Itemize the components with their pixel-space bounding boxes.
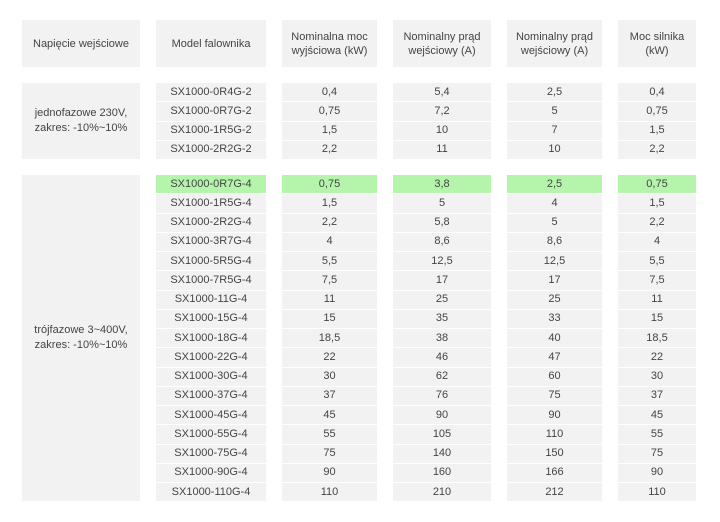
input-current-cell-2: 17 <box>507 271 602 289</box>
input-current-cell-2: 75 <box>507 387 602 405</box>
output-power-cell: 1,5 <box>282 122 377 140</box>
model-cell: SX1000-75G-4 <box>156 445 266 463</box>
input-current-cell-2: 5 <box>507 214 602 232</box>
input-current-cell-2: 10 <box>507 141 602 159</box>
input-current-cell-1: 38 <box>393 329 491 347</box>
model-cell: SX1000-3R7G-4 <box>156 233 266 251</box>
header-motor-power: Moc silnika (kW) <box>618 20 696 67</box>
input-current-cell-1: 90 <box>393 406 491 424</box>
output-power-cell: 45 <box>282 406 377 424</box>
output-power-cell: 110 <box>282 483 377 501</box>
motor-power-cell: 22 <box>618 348 696 366</box>
motor-power-cell: 5,5 <box>618 252 696 270</box>
motor-power-cell: 7,5 <box>618 271 696 289</box>
model-cell: SX1000-7R5G-4 <box>156 271 266 289</box>
input-current-cell-1: 35 <box>393 310 491 328</box>
input-current-cell-2: 60 <box>507 368 602 386</box>
model-cell: SX1000-1R5G-4 <box>156 194 266 212</box>
output-power-cell: 90 <box>282 464 377 482</box>
output-power-cell: 0,75 <box>282 175 377 193</box>
model-cell: SX1000-5R5G-4 <box>156 252 266 270</box>
motor-power-cell: 11 <box>618 291 696 309</box>
input-current-cell-1: 62 <box>393 368 491 386</box>
model-cell: SX1000-110G-4 <box>156 483 266 501</box>
output-power-cell: 2,2 <box>282 141 377 159</box>
input-current-cell-1: 11 <box>393 141 491 159</box>
input-current-cell-2: 12,5 <box>507 252 602 270</box>
output-power-cell: 75 <box>282 445 377 463</box>
input-current-cell-2: 2,5 <box>507 175 602 193</box>
motor-power-cell: 55 <box>618 425 696 443</box>
output-power-cell: 15 <box>282 310 377 328</box>
motor-power-cell: 2,2 <box>618 214 696 232</box>
header-rated-output-power: Nominalna moc wyjściowa (kW) <box>282 20 377 67</box>
input-current-cell-1: 210 <box>393 483 491 501</box>
voltage-group-three-phase <box>22 175 696 501</box>
input-current-cell-1: 160 <box>393 464 491 482</box>
motor-power-cell: 4 <box>618 233 696 251</box>
motor-power-cell: 0,75 <box>618 102 696 120</box>
output-power-cell: 7,5 <box>282 271 377 289</box>
input-current-cell-2: 7 <box>507 122 602 140</box>
input-current-cell-2: 8,6 <box>507 233 602 251</box>
model-cell: SX1000-2R2G-4 <box>156 214 266 232</box>
model-cell: SX1000-30G-4 <box>156 368 266 386</box>
input-current-cell-2: 4 <box>507 194 602 212</box>
output-power-cell: 18,5 <box>282 329 377 347</box>
input-current-cell-2: 40 <box>507 329 602 347</box>
motor-power-cell: 30 <box>618 368 696 386</box>
model-cell: SX1000-37G-4 <box>156 387 266 405</box>
input-current-cell-2: 90 <box>507 406 602 424</box>
input-current-cell-1: 105 <box>393 425 491 443</box>
output-power-cell: 55 <box>282 425 377 443</box>
input-current-cell-2: 25 <box>507 291 602 309</box>
input-current-cell-1: 5 <box>393 194 491 212</box>
header-rated-input-current-2: Nominalny prąd wejściowy (A) <box>507 20 602 67</box>
motor-power-cell: 75 <box>618 445 696 463</box>
motor-power-cell: 110 <box>618 483 696 501</box>
model-cell: SX1000-18G-4 <box>156 329 266 347</box>
model-cell: SX1000-0R4G-2 <box>156 83 266 101</box>
voltage-group-single-phase <box>22 83 696 159</box>
header-inverter-model: Model falownika <box>156 20 266 67</box>
output-power-cell: 30 <box>282 368 377 386</box>
input-current-cell-2: 5 <box>507 102 602 120</box>
output-power-cell: 11 <box>282 291 377 309</box>
input-current-cell-1: 5,8 <box>393 214 491 232</box>
group-voltage-label: trójfazowe 3~400V, zakres: -10%~10% <box>22 175 140 501</box>
table-header <box>22 20 696 67</box>
input-current-cell-2: 47 <box>507 348 602 366</box>
header-rated-input-current-1: Nominalny prąd wejściowy (A) <box>393 20 491 67</box>
group-voltage-label: jednofazowe 230V, zakres: -10%~10% <box>22 83 140 159</box>
input-current-cell-2: 110 <box>507 425 602 443</box>
model-cell: SX1000-2R2G-2 <box>156 141 266 159</box>
output-power-cell: 22 <box>282 348 377 366</box>
motor-power-cell: 18,5 <box>618 329 696 347</box>
model-cell: SX1000-90G-4 <box>156 464 266 482</box>
motor-power-cell: 90 <box>618 464 696 482</box>
input-current-cell-1: 140 <box>393 445 491 463</box>
motor-power-cell: 37 <box>618 387 696 405</box>
motor-power-cell: 1,5 <box>618 122 696 140</box>
input-current-cell-1: 46 <box>393 348 491 366</box>
motor-power-cell: 2,2 <box>618 141 696 159</box>
motor-power-cell: 0,75 <box>618 175 696 193</box>
motor-power-cell: 15 <box>618 310 696 328</box>
motor-power-cell: 45 <box>618 406 696 424</box>
model-cell: SX1000-0R7G-4 <box>156 175 266 193</box>
input-current-cell-1: 12,5 <box>393 252 491 270</box>
output-power-cell: 5,5 <box>282 252 377 270</box>
output-power-cell: 2,2 <box>282 214 377 232</box>
input-current-cell-2: 166 <box>507 464 602 482</box>
input-current-cell-2: 33 <box>507 310 602 328</box>
model-cell: SX1000-15G-4 <box>156 310 266 328</box>
model-cell: SX1000-45G-4 <box>156 406 266 424</box>
input-current-cell-1: 3,8 <box>393 175 491 193</box>
motor-power-cell: 0,4 <box>618 83 696 101</box>
model-cell: SX1000-0R7G-2 <box>156 102 266 120</box>
input-current-cell-1: 8,6 <box>393 233 491 251</box>
input-current-cell-1: 17 <box>393 271 491 289</box>
output-power-cell: 4 <box>282 233 377 251</box>
input-current-cell-1: 76 <box>393 387 491 405</box>
motor-power-cell: 1,5 <box>618 194 696 212</box>
output-power-cell: 1,5 <box>282 194 377 212</box>
model-cell: SX1000-55G-4 <box>156 425 266 443</box>
output-power-cell: 0,4 <box>282 83 377 101</box>
model-cell: SX1000-22G-4 <box>156 348 266 366</box>
model-cell: SX1000-11G-4 <box>156 291 266 309</box>
input-current-cell-2: 2,5 <box>507 83 602 101</box>
input-current-cell-1: 25 <box>393 291 491 309</box>
output-power-cell: 0,75 <box>282 102 377 120</box>
header-input-voltage: Napięcie wejściowe <box>22 20 140 67</box>
output-power-cell: 37 <box>282 387 377 405</box>
input-current-cell-2: 212 <box>507 483 602 501</box>
input-current-cell-2: 150 <box>507 445 602 463</box>
input-current-cell-1: 5,4 <box>393 83 491 101</box>
model-cell: SX1000-1R5G-2 <box>156 122 266 140</box>
input-current-cell-1: 10 <box>393 122 491 140</box>
input-current-cell-1: 7,2 <box>393 102 491 120</box>
